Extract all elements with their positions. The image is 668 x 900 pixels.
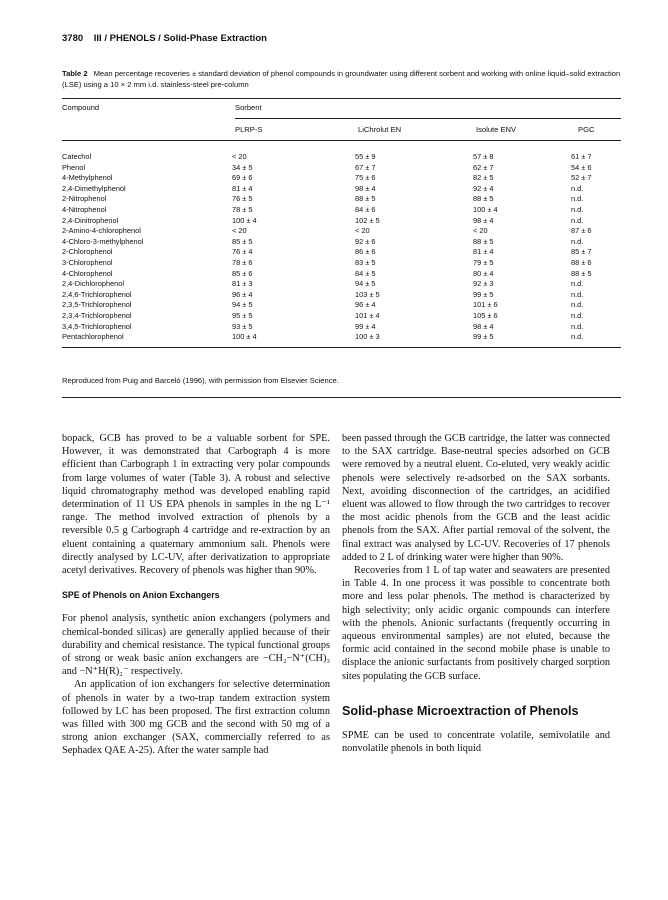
recovery-cell: 61 ± 7 <box>571 152 592 161</box>
compound-cell: 2-Nitrophenol <box>62 194 107 204</box>
table-bottom-rule <box>62 347 621 348</box>
recovery-cell: n.d. <box>571 300 584 310</box>
recovery-cell: 88 ± 5 <box>473 236 494 246</box>
recovery-cell: 99 ± 5 <box>473 289 494 299</box>
recovery-cell: 88 ± 6 <box>571 257 592 267</box>
recovery-cell: 100 ± 3 <box>355 332 380 342</box>
compound-cell: 4-Methylphenol <box>62 173 113 183</box>
compound-header: Compound <box>62 103 100 112</box>
table-row <box>62 290 621 301</box>
sorbent-header-rule <box>235 118 621 119</box>
compound-cell: 3,4,5-Trichlorophenol <box>62 321 132 331</box>
sorbent-header-pgc: PGC <box>578 125 595 134</box>
recovery-cell: 69 ± 6 <box>232 173 253 183</box>
recovery-cell: 92 ± 6 <box>355 236 376 246</box>
recovery-cell: 101 ± 6 <box>473 300 498 310</box>
table-label: Table 2 <box>62 69 88 78</box>
table-caption <box>62 68 622 90</box>
left-paragraph-1: bopack, GCB has proved to be a valuable sorbent for SPE. However, it was demonstrated that Carbograph 4 is more efficient than Carbograph 1 in extracting very polar compounds from large volumes of water (Table 3). A robust and selective liquid chromatography method was developed enabling rapid determination of 11 US EPA phenols in samples in the ng L⁻¹ range. The method involved extraction of phenols by a reversible 0.5 g Carbograph 4 cartridge and re-extraction by an eluent containing a quaternary ammonium salt. Phenols were directly analysed by LC-UV, after derivatization to appropriate acetyl derivatives. Recovery of phenols was higher than 90%. <box>62 433 330 577</box>
recovery-cell: 81 ± 4 <box>473 247 494 257</box>
page-number: 3780 <box>62 33 84 44</box>
compound-cell: 2,3,5-Trichlorophenol <box>62 300 132 310</box>
recovery-table <box>62 152 621 343</box>
table-top-rule <box>62 98 621 99</box>
right-column <box>342 432 610 755</box>
recovery-cell: n.d. <box>571 183 584 193</box>
recovery-cell: 105 ± 6 <box>473 310 498 320</box>
recovery-cell: 88 ± 5 <box>355 194 376 204</box>
recovery-cell: 103 ± 5 <box>355 289 380 299</box>
recovery-cell: 52 ± 7 <box>571 173 592 183</box>
running-title: III / PHENOLS / Solid-Phase Extraction <box>93 33 267 44</box>
compound-cell: 2,3,4-Trichlorophenol <box>62 310 132 320</box>
recovery-cell: n.d. <box>571 279 584 289</box>
recovery-cell: 82 ± 5 <box>473 173 494 183</box>
recovery-cell: 100 ± 4 <box>232 215 257 225</box>
recovery-cell: 80 ± 4 <box>473 268 494 278</box>
recovery-cell: 92 ± 4 <box>473 183 494 193</box>
table-row <box>62 311 621 322</box>
table-row <box>62 152 621 163</box>
compound-cell: 4-Nitrophenol <box>62 204 107 214</box>
table-row <box>62 194 621 205</box>
compound-cell: Phenol <box>62 162 86 172</box>
table-header-rule <box>62 140 621 141</box>
compound-cell: Catechol <box>62 152 92 161</box>
recovery-cell: 98 ± 4 <box>473 215 494 225</box>
recovery-cell: n.d. <box>571 310 584 320</box>
recovery-cell: 95 ± 5 <box>232 310 253 320</box>
recovery-cell: 83 ± 5 <box>355 257 376 267</box>
section-heading-spme: Solid-phase Microextraction of Phenols <box>342 703 579 718</box>
table-row <box>62 332 621 343</box>
table-row <box>62 322 621 333</box>
recovery-cell: n.d. <box>571 332 584 342</box>
sorbent-header: Sorbent <box>235 103 262 112</box>
recovery-cell: 76 ± 5 <box>232 194 253 204</box>
recovery-cell: 100 ± 4 <box>473 204 498 214</box>
right-paragraph-2: Recoveries from 1 L of tap water and seawaters are presented in Table 4. In one process it was possible to concentrate both more and less polar phenols. The method is characterized by high selectivity; only acidic organic compounds can interfere with the phenols. Anionic surfactants (frequently occurring in aqueous environmental samples) are not eluted, because the formic acid contained in the second mobile phase is unable to displace the anionic surfactants from positively charged sorption sites populating the GCB surface. <box>342 565 610 682</box>
recovery-cell: 85 ± 7 <box>571 247 592 257</box>
recovery-cell: 67 ± 7 <box>355 162 376 172</box>
compound-cell: 2-Amino-4-chlorophenol <box>62 226 141 236</box>
recovery-cell: n.d. <box>571 236 584 246</box>
recovery-cell: 75 ± 6 <box>355 173 376 183</box>
recovery-cell: 78 ± 5 <box>232 204 253 214</box>
compound-cell: 2,4,6-Trichlorophenol <box>62 289 132 299</box>
recovery-cell: 86 ± 6 <box>355 247 376 257</box>
table-row <box>62 300 621 311</box>
sorbent-header-lichrolut: LiChrolut EN <box>358 125 402 134</box>
left-paragraph-3: An application of ion exchangers for selective determination of phenols in water by a two-trap tandem extraction system followed by LC has been proposed. The first extraction column was filled with 300 mg GCB and the second with 50 mg of a strong anion exchanger (SAX, commercially referred to as Sephadex QAE A-25). After the water sample had <box>62 679 330 757</box>
recovery-cell: 96 ± 4 <box>355 300 376 310</box>
right-paragraph-3: SPME can be used to concentrate volatile, semivolatile and nonvolatile phenols in both liquid <box>342 729 610 755</box>
recovery-cell: n.d. <box>571 289 584 299</box>
recovery-cell: 85 ± 5 <box>232 236 253 246</box>
recovery-cell: 96 ± 4 <box>232 289 253 299</box>
recovery-cell: 87 ± 6 <box>571 226 592 236</box>
compound-cell: 3-Chlorophenol <box>62 257 113 267</box>
recovery-cell: 93 ± 5 <box>232 321 253 331</box>
recovery-cell: 102 ± 5 <box>355 215 380 225</box>
recovery-cell: 57 ± 8 <box>473 152 494 161</box>
recovery-cell: 81 ± 4 <box>232 183 253 193</box>
recovery-cell: 79 ± 5 <box>473 257 494 267</box>
compound-cell: 4-Chlorophenol <box>62 268 113 278</box>
recovery-cell: 88 ± 5 <box>571 268 592 278</box>
recovery-cell: 34 ± 5 <box>232 162 253 172</box>
recovery-cell: 99 ± 5 <box>473 332 494 342</box>
table-caption-text: Mean percentage recoveries ± standard deviation of phenol compounds in groundwater using different sorbent and working with online liquid–solid extraction (LSE) using a 10 × 2 mm i.d. stainless-steel pre-column <box>62 69 621 89</box>
recovery-cell: 94 ± 5 <box>355 279 376 289</box>
recovery-cell: 101 ± 4 <box>355 310 380 320</box>
table-row <box>62 226 621 237</box>
recovery-cell: 92 ± 3 <box>473 279 494 289</box>
recovery-cell: < 20 <box>355 226 370 236</box>
recovery-cell: 98 ± 4 <box>355 183 376 193</box>
recovery-cell: < 20 <box>232 152 247 161</box>
recovery-cell: 62 ± 7 <box>473 162 494 172</box>
table-row <box>62 237 621 248</box>
compound-cell: 2,4-Dinitrophenol <box>62 215 119 225</box>
compound-cell: 2,4-Dimethylphenol <box>62 183 126 193</box>
subheading-anion-exchangers: SPE of Phenols on Anion Exchangers <box>62 590 220 601</box>
table-source-note: Reproduced from Puig and Barceló (1996), with permission from Elsevier Science. <box>62 376 339 385</box>
recovery-cell: 76 ± 4 <box>232 247 253 257</box>
left-paragraph-2: For phenol analysis, synthetic anion exchangers (polymers and chemical-bonded silicas) are generally applied because of their durability and chemical resistance. The typical functional groups of strong or weak basic anion exchangers are −CH₂−N⁺(CH)₃ and −N⁺H(R)₂⁻ respectively. <box>62 613 330 678</box>
recovery-cell: n.d. <box>571 194 584 204</box>
recovery-cell: 88 ± 5 <box>473 194 494 204</box>
table-row <box>62 173 621 184</box>
recovery-cell: 85 ± 6 <box>232 268 253 278</box>
recovery-cell: 94 ± 5 <box>232 300 253 310</box>
compound-cell: 4-Chloro-3-methylphenol <box>62 236 144 246</box>
running-header <box>62 33 267 44</box>
table-row <box>62 205 621 216</box>
recovery-cell: 81 ± 3 <box>232 279 253 289</box>
recovery-cell: n.d. <box>571 321 584 331</box>
recovery-cell: 84 ± 6 <box>355 204 376 214</box>
recovery-cell: < 20 <box>232 226 247 236</box>
compound-cell: Pentachlorophenol <box>62 332 124 342</box>
recovery-cell: < 20 <box>473 226 488 236</box>
table-row <box>62 163 621 174</box>
table-row <box>62 258 621 269</box>
right-paragraph-1: been passed through the GCB cartridge, the latter was connected to the SAX cartridge. Base-neutral species adsorbed on GCB were removed by a neutral eluent. Co-eluted, very weakly acidic phenols were selectively re-adsorbed on the SAX sorbants. Next, avoiding disconnection of the cartridges, an acidified eluent was allowed to flow through the two cartridges to recover the most acidic phenols from the GCB and the least acidic phenols from the SAX. After partial removal of the solvent, the final extract was analysed by LC-UV. Recoveries of 17 phenols added to 2 L of drinking water were higher than 90%. <box>342 433 610 563</box>
table-row <box>62 184 621 195</box>
table-row <box>62 216 621 227</box>
sorbent-header-isolute: Isolute ENV <box>476 125 517 134</box>
compound-cell: 2-Chlorophenol <box>62 247 113 257</box>
table-footer-rule <box>62 397 621 398</box>
table-row <box>62 269 621 280</box>
table-row <box>62 279 621 290</box>
recovery-cell: 99 ± 4 <box>355 321 376 331</box>
recovery-cell: 78 ± 6 <box>232 257 253 267</box>
recovery-cell: 55 ± 9 <box>355 152 376 161</box>
recovery-cell: n.d. <box>571 215 584 225</box>
sorbent-header-plrps: PLRP-S <box>235 125 263 134</box>
recovery-cell: 54 ± 6 <box>571 162 592 172</box>
recovery-cell: 84 ± 5 <box>355 268 376 278</box>
left-column <box>62 432 330 758</box>
table-row <box>62 247 621 258</box>
recovery-cell: 100 ± 4 <box>232 332 257 342</box>
recovery-cell: n.d. <box>571 204 584 214</box>
recovery-cell: 98 ± 4 <box>473 321 494 331</box>
compound-cell: 2,4-Dichlorophenol <box>62 279 125 289</box>
